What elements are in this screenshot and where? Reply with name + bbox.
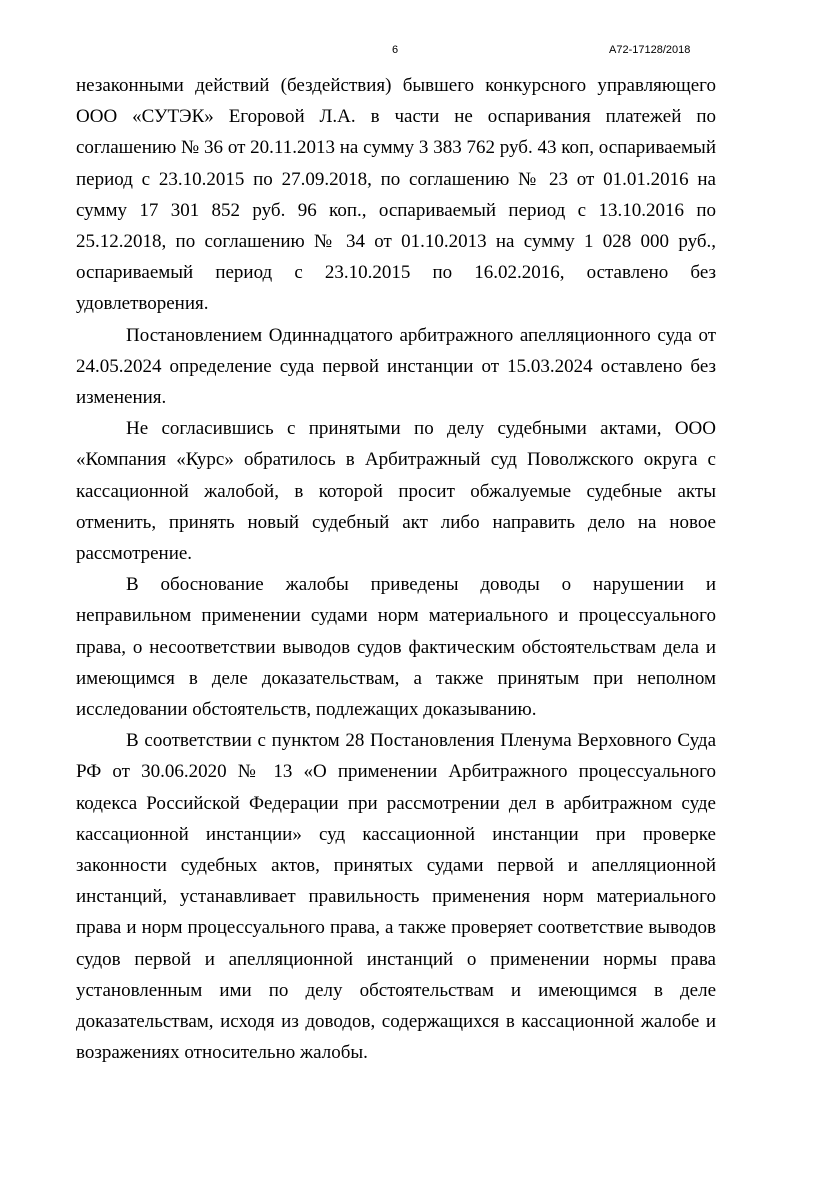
document-body (76, 70, 716, 1069)
paragraph-legal-basis: В соответствии с пунктом 28 Постановления Пленума Верховного Суда РФ от 30.06.2020 № 13 «О применении Арбитражного процессуального кодекса Российской Федерации при рассмотрении дел в арбитражном суде кассационной инстанции» суд кассационной инстанции при проверке законности судебных актов, принятых судами первой и апелляционной инстанций, устанавливает правильность применения норм материального права и норм процессуального права, а также проверяет соответствие выводов судов первой и апелляционной инстанций о применении нормы права установленным ими по делу обстоятельствам и имеющимся в деле доказательствам, исходя из доводов, содержащихся в кассационной жалобе и возражениях относительно жалобы. (76, 730, 716, 1064)
page-number: 6 (392, 44, 399, 56)
page-header (0, 44, 833, 60)
paragraph-appeal-ruling: Постановлением Одиннадцатого арбитражного апелляционного суда от 24.05.2024 определение суда первой инстанции от 15.03.2024 оставлено без изменения. (76, 324, 716, 409)
paragraph-complaint-grounds: В обоснование жалобы приведены доводы о нарушении и неправильном применении судами норм материального и процессуального права, о несоответствии выводов судов фактическим обстоятельствам дела и имеющимся в деле доказательствам, а также принятым при неполном исследовании обстоятельств, подлежащих доказыванию. (76, 574, 716, 721)
paragraph-cassation-complaint: Не согласившись с принятыми по делу судебными актами, ООО «Компания «Курс» обратилось в Арбитражный суд Поволжского округа с кассационной жалобой, в которой просит обжалуемые судебные акты отменить, принять новый судебный акт либо направить дело на новое рассмотрение. (76, 418, 716, 565)
case-number: А72-17128/2018 (609, 44, 691, 56)
paragraph-continuation: незаконными действий (бездействия) бывшего конкурсного управляющего ООО «СУТЭК» Егоровой Л.А. в части не оспаривания платежей по соглашению № 36 от 20.11.2013 на сумму 3 383 762 руб. 43 коп, оспариваемый период с 23.10.2015 по 27.09.2018, по соглашению № 23 от 01.01.2016 на сумму 17 301 852 руб. 96 коп., оспариваемый период с 13.10.2016 по 25.12.2018, по соглашению № 34 от 01.10.2013 на сумму 1 028 000 руб., оспариваемый период с 23.10.2015 по 16.02.2016, оставлено без удовлетворения. (76, 75, 716, 315)
